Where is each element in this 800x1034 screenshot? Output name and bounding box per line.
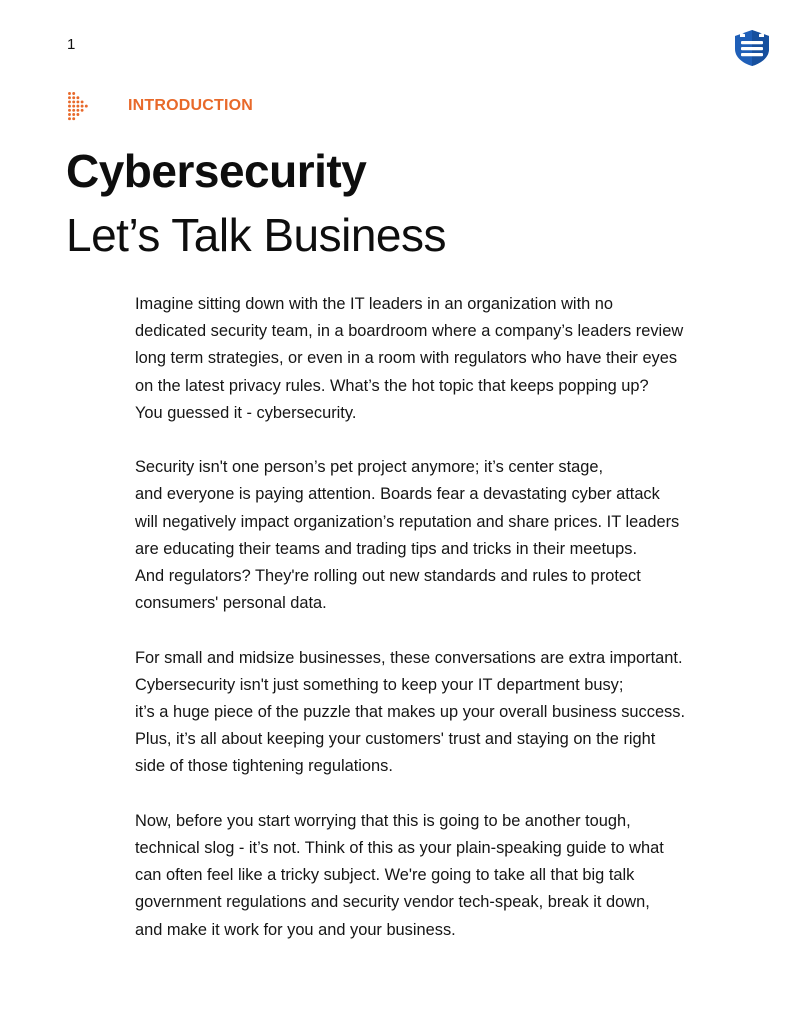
paragraph [135,291,747,427]
text-line: side of those tightening regulations. [135,757,393,776]
text-line: For small and midsize businesses, these conversations are extra important. [135,648,683,667]
text-line: can often feel like a tricky subject. We're going to take all that big talk [135,866,635,885]
arrow-dot [72,113,75,116]
arrow-dot [76,96,79,99]
text-line: and make it work for you and your business. [135,920,456,939]
arrow-dot [72,105,75,108]
text-line: technical slog - it’s not. Think of this as your plain-speaking guide to what [135,839,664,858]
text-line: You guessed it - cybersecurity. [135,403,357,422]
text-line: will negatively impact organization’s reputation and share prices. IT leaders [135,512,680,531]
arrow-dot [72,117,75,120]
text-line: Imagine sitting down with the IT leaders in an organization with no [135,295,614,313]
text-line: And regulators? They're rolling out new standards and rules to protect [135,567,641,586]
text-line: and everyone is paying attention. Boards fear a devastating cyber attack [135,485,660,504]
arrow-dot [76,109,79,112]
arrow-dot [68,109,71,112]
paragraph [135,645,747,781]
section-header [67,91,253,121]
arrow-dot [68,92,71,95]
arrow-dot [68,100,71,103]
arrow-dot [85,105,88,108]
dotted-arrow-icon [67,91,97,121]
arrow-dot [68,113,71,116]
arrow-dot [76,105,79,108]
paragraph [135,808,747,944]
page-number: 1 [67,36,76,53]
text-line: long term strategies, or even in a room with regulators who have their eyes [135,349,678,368]
arrow-dot [81,105,84,108]
paragraph [135,454,747,617]
text-line: are educating their teams and trading tips and tricks in their meetups. [135,539,638,558]
text-line: consumers' personal data. [135,594,327,613]
arrow-dot [72,92,75,95]
arrow-dot [72,96,75,99]
arrow-dot [72,100,75,103]
section-label: INTRODUCTION [128,97,254,114]
text-line: Security isn't one person’s pet project anymore; it’s center stage, [135,458,604,477]
text-line: Plus, it’s all about keeping your customers' trust and staying on the right [135,730,656,749]
page-title: Cybersecurity [66,145,367,197]
shield-logo-icon [732,29,772,67]
arrow-dot [68,117,71,120]
text-line: Cybersecurity isn't just something to keep your IT department busy; [135,675,624,694]
arrow-dot [76,113,79,116]
page-subtitle: Let’s Talk Business [66,209,447,261]
text-line: government regulations and security vendor tech-speak, break it down, [135,893,650,912]
arrow-dot [72,109,75,112]
arrow-dot [68,96,71,99]
body-text [135,291,747,971]
arrow-dot [68,105,71,108]
text-line: on the latest privacy rules. What’s the hot topic that keeps popping up? [135,376,649,395]
text-line: dedicated security team, in a boardroom where a company’s leaders review [135,322,684,341]
text-line: it’s a huge piece of the puzzle that makes up your overall business success. [135,703,685,722]
text-line: Now, before you start worrying that this is going to be another tough, [135,811,631,830]
arrow-dot [76,100,79,103]
arrow-dot [81,100,84,103]
arrow-dot [81,109,84,112]
